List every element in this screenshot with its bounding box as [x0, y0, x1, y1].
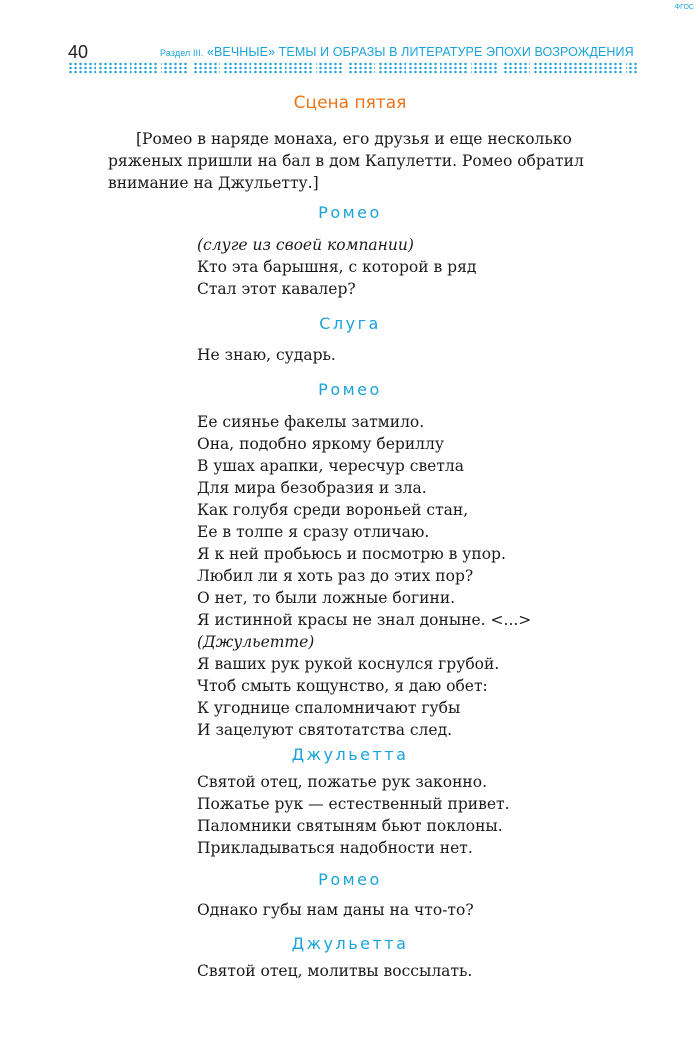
verse-line: Ее в толпе я сразу отличаю.: [197, 523, 430, 541]
speaker-name: Джульетта: [291, 745, 409, 764]
verse-block: [197, 899, 657, 921]
verse-line: Чтоб смыть кощунство, я даю обет:: [197, 677, 488, 695]
stage-direction: [108, 128, 638, 194]
verse-line: Она, подобно яркому бериллу: [197, 435, 444, 453]
stage-direction-line: внимание на Джульетту.]: [108, 174, 319, 192]
verse-line: Стал этот кавалер?: [197, 280, 356, 298]
verse-line: Любил ли я хоть раз до этих пор?: [197, 567, 474, 585]
verse-line: Я к ней пробьюсь и посмотрю в упор.: [197, 545, 506, 563]
scene-title: Сцена пятая: [293, 93, 407, 113]
verse-line: Кто эта барышня, с которой в ряд: [197, 258, 477, 276]
verse-line: Не знаю, сударь.: [197, 346, 336, 364]
verse-line: Паломники святыням бьют поклоны.: [197, 817, 503, 835]
verse-line: Пожатье рук — естественный привет.: [197, 795, 510, 813]
stage-direction-line: ряженых пришли на бал в дом Капулетти. Ромео обратил: [108, 152, 584, 170]
running-head: [160, 45, 634, 59]
page-number: 40: [68, 42, 89, 62]
verse-block: [197, 234, 657, 300]
verse-block: [197, 411, 657, 741]
verse-line: Я ваших рук рукой коснулся грубой.: [197, 655, 500, 673]
verse-line: Святой отец, молитвы воссылать.: [197, 962, 473, 980]
verse-line: Ее сиянье факелы затмило.: [197, 413, 425, 431]
speaker-name: Слуга: [319, 314, 381, 333]
stage-note: (Джульетте): [197, 633, 315, 651]
verse-block: [197, 960, 657, 982]
speaker-name: Джульетта: [291, 934, 409, 953]
stage-note: (слуге из своей компании): [197, 236, 414, 254]
verse-line: Как голубя среди вороньей стан,: [197, 501, 469, 519]
verse-line: О нет, то были ложные богини.: [197, 589, 456, 607]
verse-line: Святой отец, пожатье рук законно.: [197, 773, 487, 791]
speaker-name: Ромео: [318, 870, 382, 889]
verse-line: И зацелуют святотатства след.: [197, 721, 453, 739]
section-prefix: Раздел III.: [160, 48, 204, 58]
verse-line: Я истинной красы не знал доныне. <...>: [197, 611, 532, 629]
header-ornament: [68, 62, 638, 74]
verse-line: Для мира безобразия и зла.: [197, 479, 427, 497]
section-title: «ВЕЧНЫЕ» ТЕМЫ И ОБРАЗЫ В ЛИТЕРАТУРЕ ЭПОХИ ВОЗРОЖДЕНИЯ: [206, 45, 634, 59]
verse-line: Прикладываться надобности нет.: [197, 839, 473, 857]
speaker-name: Ромео: [318, 380, 382, 399]
verse-line: В ушах арапки, чересчур светла: [197, 457, 465, 475]
verse-block: [197, 771, 657, 859]
corner-mark: ФГОС: [674, 4, 694, 11]
verse-line: К угоднице спаломничают губы: [197, 699, 461, 717]
stage-direction-line: [Ромео в наряде монаха, его друзья и еще несколько: [136, 130, 572, 148]
speaker-name: Ромео: [318, 203, 382, 222]
verse-line: Однако губы нам даны на что-то?: [197, 901, 474, 919]
verse-block: [197, 344, 657, 366]
